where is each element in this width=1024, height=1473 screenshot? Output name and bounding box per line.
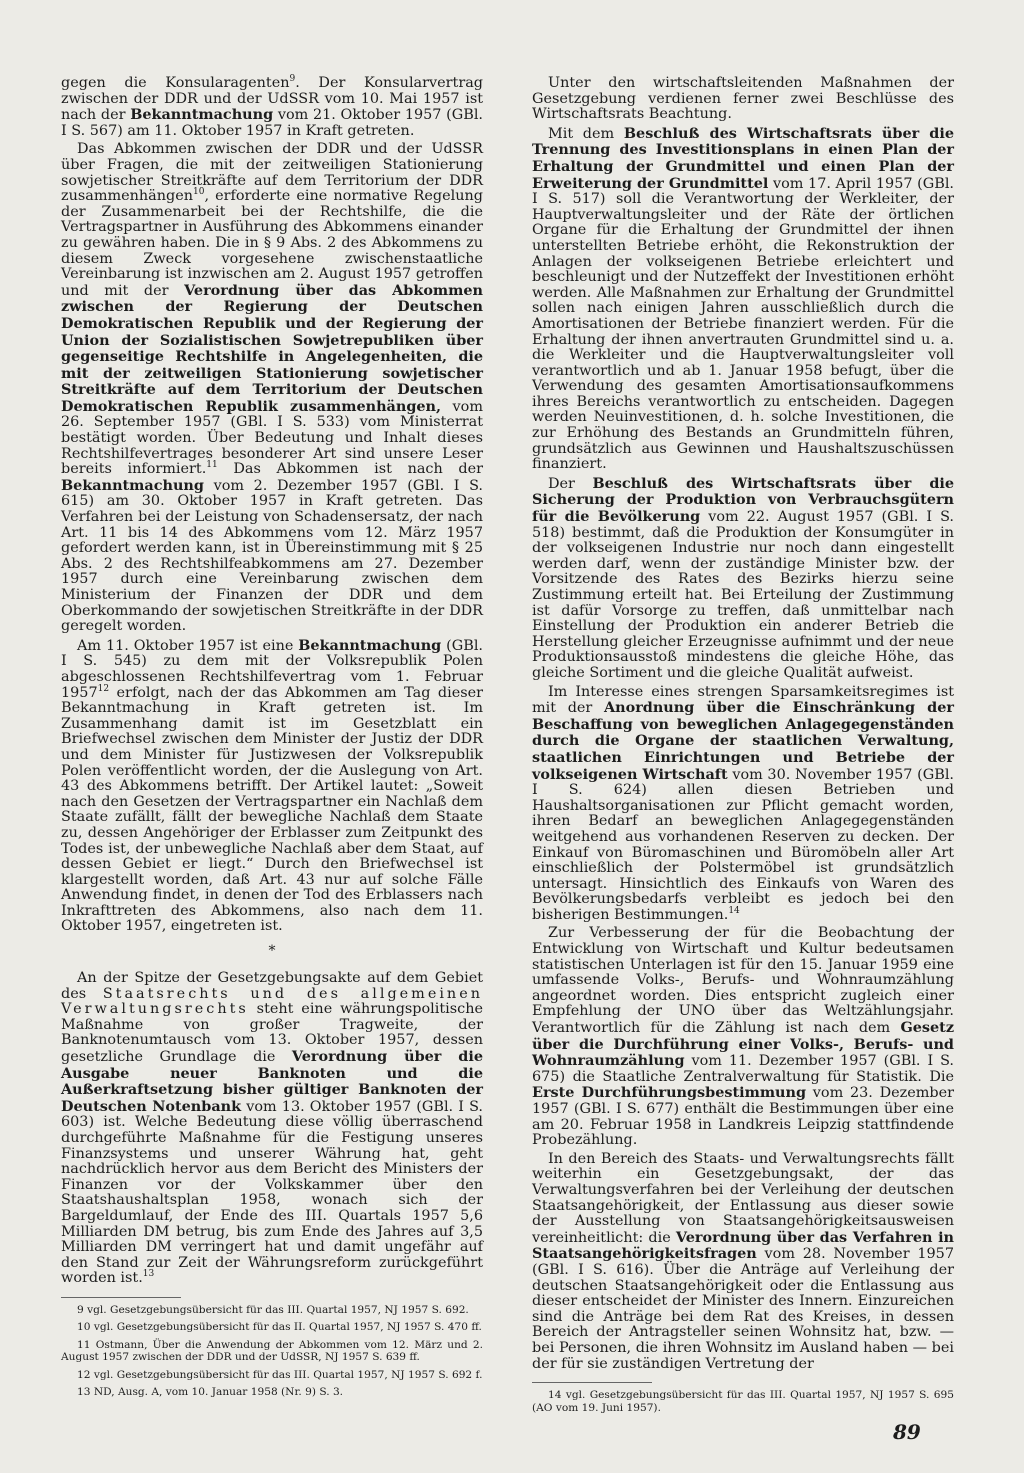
footnote: 14 vgl. Gesetzgebungsübersicht für das III. Quartal 1957, NJ 1957 S. 695 (AO vom 19. Juni 1957). xyxy=(532,1389,954,1414)
footnote: 9 vgl. Gesetzgebungsübersicht für das III. Quartal 1957, NJ 1957 S. 692. xyxy=(77,1303,469,1316)
section-separator: * xyxy=(268,943,276,960)
paragraph: Das Abkommen zwischen der DDR und der UdSSR über Fragen, die mit der zeitweiligen Stationierung sowjetischer Streitkräfte auf dem Territorium der DDR zusammenhängen$^{10}$, erforderte eine normative Regelung der Zusammenarbeit bei der Rechtshilfe, die die Vertragspartner in Ausführung des Abkommens einander zu gewähren haben. Die in § 9 Abs. 2 des Abkommens zu diesem Zweck vorgesehene zwischenstaatliche Vereinbarung ist inzwischen am 2. August 1957 getroffen und mit der Verordnung über das Abkommen zwischen der Regierung der Deutschen Demokratischen Republik und der Regierung der Union der Sozialistischen Sowjetrepubliken über gegenseitige Rechtshilfe in Angelegenheiten, die mit der zeitweiligen Stationierung sowjetischer Streitkräfte auf dem Territorium der Deutschen Demokratischen Republik zusammenhängen, vom 26. September 1957 (GBl. I S. 533) vom Ministerrat bestätigt worden. Über Bedeutung und Inhalt dieses Rechtshilfevertrages besonderer Art sind unsere Leser bereits informiert.$^{11}$ Das Abkommen ist nach der Bekanntmachung vom 2. Dezember 1957 (GBl. I S. 615) am 30. Oktober 1957 in Kraft getreten. Das Verfahren bei der Leistung von Schadensersatz, der nach Art. 11 bis 14 des Abkommens vom 12. März 1957 gefordert werden kann, ist in Übereinstimmung mit § 25 Abs. 2 des Rechtshilfeabkommens am 27. Dezember 1957 durch eine Vereinbarung zwischen dem Ministerium der Finanzen der DDR und dem Oberkommando der sowjetischen Streitkräfte in der DDR geregelt worden. xyxy=(61,141,483,635)
paragraph: Mit dem Beschluß des Wirtschaftsrats über die Trennung des Investitionsplans in einen Plan der Erhaltung der Grundmittel und einen Plan der Erweiterung der Grundmittel vom 17. April 1957 (GBl. I S. 517) soll die Verantwortung der Werkleiter, der Hauptverwaltungsleiter und der Räte der örtlichen Organe für die Erhaltung der Grundmittel der ihnen unterstellten Betriebe erhöht, die Rekonstruktion der Anlagen der volkseigenen Betriebe erleichtert und beschleunigt und der Nutzeffekt der Investitionen erhöht werden. Alle Maßnahmen zur Erhaltung der Grundmittel sollen nach einigen Jahren ausschließlich durch die Amortisationen der Betriebe finanziert werden. Für die Erhaltung der ihnen anvertrauten Grundmittel sind u. a. die Werkleiter und die Hauptverwaltungsleiter voll verantwortlich und ab 1. Januar 1958 befugt, über die Verwendung des gesamten Amortisationsaufkommens ihres Bereichs verantwortlich zu entscheiden. Dagegen werden Neuinvestitionen, d. h. solche Investitionen, die zur Erhöhung des Bestands an Grundmitteln führen, grundsätzlich aus Gewinnen und Haushaltszuschüssen finanziert. xyxy=(532,124,954,473)
footnote-rule xyxy=(532,1382,652,1383)
page-number: 89 xyxy=(893,1420,921,1444)
footnote: 11 Ostmann, Über die Anwendung der Abkommen vom 12. März und 2. August 1957 zwischen der DDR und der UdSSR, NJ 1957 S. 639 ff. xyxy=(61,1338,483,1364)
footnote-rule xyxy=(61,1297,181,1298)
paragraph: Zur Verbesserung der für die Beobachtung der Entwicklung von Wirtschaft und Kultur bedeutsamen statistischen Unterlagen ist für den 15. Januar 1959 eine umfassende Volks-, Berufs- und Wohnraumzählung angeordnet worden. Dies entspricht zugleich einer Empfehlung der UNO über das Weltzählungsjahr. Verantwortlich für die Zählung ist nach dem Gesetz über die Durchführung einer Volks-, Berufs- und Wohnraumzählung vom 11. Dezember 1957 (GBl. I S. 675) die Staatliche Zentralverwaltung für Statistik. Die Erste Durchführungsbestimmung vom 23. Dezember 1957 (GBl. I S. 677) enthält die Bestimmungen über eine am 20. Februar 1958 in Landkreis Leipzig stattfindende Probezählung. xyxy=(532,925,954,1149)
paragraph: Unter den wirtschaftsleitenden Maßnahmen der Gesetzgebung verdienen ferner zwei Beschlüsse des Wirtschaftsrats Beachtung. xyxy=(532,75,954,123)
footnote: 10 vgl. Gesetzgebungsübersicht für das II. Quartal 1957, NJ 1957 S. 470 ff. xyxy=(77,1321,482,1334)
paragraph: Der Beschluß des Wirtschaftsrats über die Sicherung der Produktion von Verbrauchsgütern für die Bevölkerung vom 22. August 1957 (GBl. I S. 518) bestimmt, daß die Produktion der Konsumgüter in der volkseigenen Industrie nur noch dann eingestellt werden darf, wenn der zuständige Minister bzw. der Vorsitzende des Rates des Bezirks hierzu seine Zustimmung erteilt hat. Bei Erteilung der Zustimmung ist dafür Vorsorge zu treffen, daß unmittelbar nach Einstellung der Produktion ein anderer Betrieb die Herstellung gleicher Erzeugnisse aufnimmt und der neue Produktionsausstoß mindestens die gleiche Höhe, das gleiche Sortiment und die gleiche Qualität aufweist. xyxy=(532,474,954,681)
paragraph: Im Interesse eines strengen Sparsamkeitsregimes ist mit der Anordnung über die Einschränkung der Beschaffung von beweglichen Anlagegegenständen durch die Organe der staatlichen Verwaltung, staatlichen Einrichtungen und Betriebe der volkseigenen Wirtschaft vom 30. November 1957 (GBl. I S. 624) allen diesen Betrieben und Haushaltsorganisationen zur Pflicht gemacht worden, ihren Bedarf an beweglichen Anlagegegenständen weitgehend aus vorhandenen Reserven zu decken. Der Einkauf von Büromaschinen und Büromöbeln aller Art einschließlich der Polstermöbel ist grundsätzlich untersagt. Hinsichtlich des Einkaufs von Waren des Bevölkerungsbedarfs verbleibt es jedoch bei den bisherigen Bestimmungen.$^{14}$ xyxy=(532,683,954,923)
paragraph: Am 11. Oktober 1957 ist eine Bekanntmachung (GBl. I S. 545) zu dem mit der Volksrepublik Polen abgeschlossenen Rechtshilfevertrag vom 1. Februar 1957$^{12}$ erfolgt, nach der das Abkommen am Tag dieser Bekanntmachung in Kraft getreten ist. Im Zusammenhang damit ist im Gesetzblatt ein Briefwechsel zwischen dem Minister der Justiz der DDR und dem Minister für Justizwesen der Volksrepublik Polen veröffentlicht worden, der die Auslegung von Art. 43 des Abkommens betrifft. Der Artikel lautet: „Soweit nach den Gesetzen der Vertragspartner ein Nachlaß dem Staate zufällt, fällt der bewegliche Nachlaß dem Staate zu, dessen Angehöriger der Erblasser zum Zeitpunkt des Todes ist, der unbewegliche Nachlaß aber dem Staat, auf dessen Gebiet er liegt.“ Durch den Briefwechsel ist klargestellt worden, daß Art. 43 nur auf solche Fälle Anwendung findet, in denen der Tod des Erblassers nach Inkrafttreten des Abkommens, also nach dem 11. Oktober 1957, eingetreten ist. xyxy=(61,636,483,935)
paragraph: In den Bereich des Staats- und Verwaltungsrechts fällt weiterhin ein Gesetzgebungsakt, der das Verwaltungsverfahren bei der Verleihung der deutschen Staatsangehörigkeit, der Entlassung aus dieser sowie der Ausstellung von Staatsangehörigkeitsausweisen vereinheitlicht: die Verordnung über das Verfahren in Staatsangehörigkeitsfragen vom 28. November 1957 (GBl. I S. 616). Über die Anträge auf Verleihung der deutschen Staatsangehörigkeit oder die Entlassung aus dieser entscheidet der Minister des Innern. Einzureichen sind die Anträge bei dem Rat des Kreises, in dessen Bereich der Antragsteller seinen Wohnsitz hat, bzw. — bei Personen, die ihren Wohnsitz im Ausland haben — bei der für sie zuständigen Vertretung der xyxy=(532,1150,954,1372)
paragraph: An der Spitze der Gesetzgebungsakte auf dem Gebiet des Staatsrechts und des allgemeinen Verwaltungsrechts steht eine währungspolitische Maßnahme von großer Tragweite, der Banknotenumtausch vom 13. Oktober 1957, dessen gesetzliche Grundlage die Verordnung über die Ausgabe neuer Banknoten und die Außerkraftsetzung bisher gültiger Banknoten der Deutschen Notenbank vom 13. Oktober 1957 (GBl. I S. 603) ist. Welche Bedeutung diese völlig überraschend durchgeführte Maßnahme für die Festigung unseres Finanzsystems und unserer Währung hat, geht nachdrücklich hervor aus dem Bericht des Ministers der Finanzen vor der Volkskammer über den Staatshaushaltsplan 1958, wonach sich der Bargeldumlauf, der Ende des III. Quartals 1957 5,6 Milliarden DM betrug, bis zum Ende des Jahres auf 3,5 Milliarden DM verringert hat und damit ungefähr auf den Stand zur Zeit der Währungsreform zurückgeführt worden ist.$^{13}$ xyxy=(61,970,483,1287)
left-column xyxy=(61,76,483,1403)
footnote: 13 ND, Ausg. A, vom 10. Januar 1958 (Nr. 9) S. 3. xyxy=(77,1385,344,1398)
paragraph: gegen die Konsularagenten$^9$. Der Konsularvertrag zwischen der DDR und der UdSSR vom 10. Mai 1957 ist nach der Bekanntmachung vom 21. Oktober 1957 (GBl. I S. 567) am 11. Oktober 1957 in Kraft getreten. xyxy=(61,74,483,139)
footnote: 12 vgl. Gesetzgebungsübersicht für das III. Quartal 1957, NJ 1957 S. 692 f. xyxy=(77,1368,483,1381)
right-column xyxy=(532,76,954,1419)
